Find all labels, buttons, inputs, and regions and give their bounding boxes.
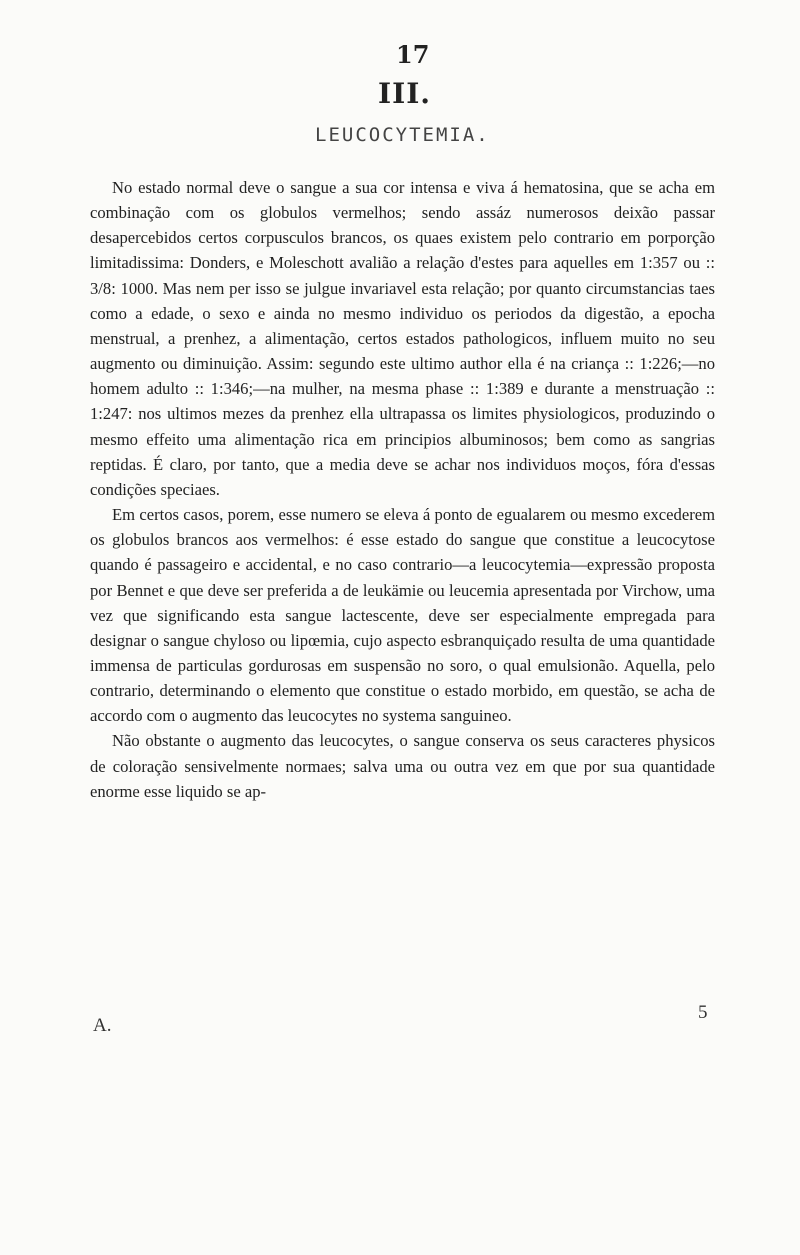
paragraph-2: Em certos casos, porem, esse numero se eleva á ponto de egualarem ou mesmo excederem os globulos brancos aos vermelhos: é esse estado do sangue que constitue a leucocytose quando é passageiro e accidental, e no caso contrario—a leucocytemia—expressão proposta por Bennet e que deve ser preferida a de leukämie ou leucemia apresentada por Virchow, uma vez que significando esta sangue lactescente, deve ser especialmente empregada para designar o sangue chyloso ou lipœmia, cujo aspecto esbranquiçado resulta de uma quantidade immensa de particulas gordurosas em suspensão no soro, o qual emulsionão. Aquella, pelo contrario, determinando o elemento que constitue o estado morbido, em questão, se acha de accordo com o augmento das leucocytes no systema sanguineo. xyxy=(90,505,715,726)
signature-mark: A. xyxy=(93,1015,112,1036)
paragraph-3: Não obstante o augmento das leucocytes, o sangue conserva os seus caracteres physicos de coloração sensivelmente normaes; salva uma ou outra vez em que por sua quantidade enorme esse liquido se ap- xyxy=(90,731,715,801)
chapter-title: LEUCOCYTEMIA. xyxy=(315,124,490,146)
sheet-number: 5 xyxy=(698,1002,708,1023)
body-text xyxy=(90,175,715,804)
page-number: 17 xyxy=(396,40,430,69)
paragraph-1: No estado normal deve o sangue a sua cor intensa e viva á hematosina, que se acha em combinação com os globulos vermelhos; sendo assáz numerosos deixão passar desapercebidos certos corpusculos brancos, os quaes existem pelo contrario em porporção limitadissima: Donders, e Moleschott avalião a relação d'estes para aquelles em 1:357 ou :: 3/8: 1000. Mas nem per isso se julgue invariavel esta relação; por quanto circumstancias taes como a edade, o sexo e ainda no mesmo individuo os periodos da digestão, a epocha menstrual, a prenhez, a alimentação, certos estados pathologicos, influem muito no seu augmento ou diminuição. Assim: segundo este ultimo author ella é na criança :: 1:226;—no homem adulto :: 1:346;—na mulher, na mesma phase :: 1:389 e durante a menstruação :: 1:247: nos ultimos mezes da prenhez ella ultrapassa os limites physiologicos, produzindo o mesmo effeito uma alimentação rica em principios albuminosos; bem como as sangrias reptidas. É claro, por tanto, que a media deve se achar nos individuos moços, fóra d'essas condições speciaes. xyxy=(90,178,715,499)
chapter-numeral: III. xyxy=(378,77,432,110)
